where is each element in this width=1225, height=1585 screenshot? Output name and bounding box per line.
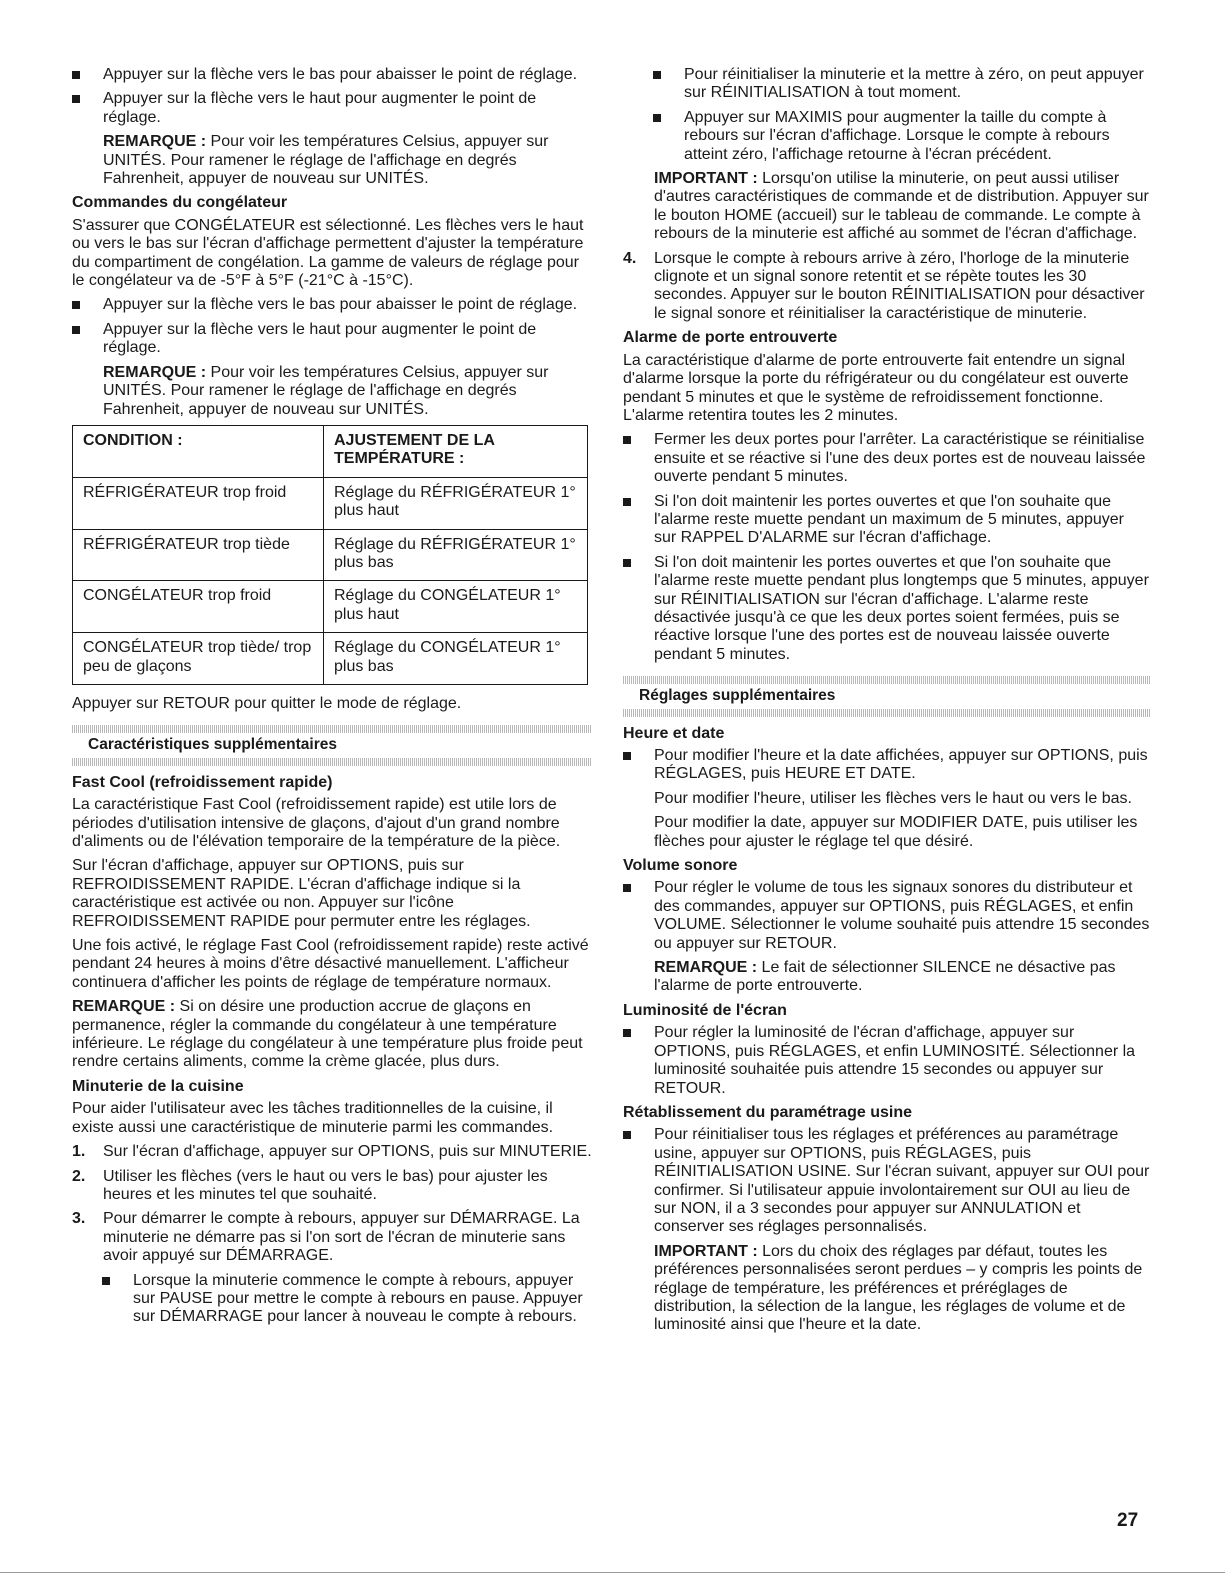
- table-header-row: [73, 425, 588, 477]
- paragraph-date: Pour modifier la date, appuyer sur MODIFIER DATE, puis utiliser les flèches pour ajuster le réglage tel que désiré.: [654, 814, 1138, 850]
- important-label: IMPORTANT :: [654, 170, 758, 188]
- step-number: 4.: [623, 249, 637, 267]
- note-ice-production: [72, 998, 592, 1072]
- table-cell: Réglage du CONGÉLATEUR 1° plus haut: [324, 581, 588, 633]
- note-text: Pour voir les températures Celsius, appuyer sur UNITÉS. Pour ramener le réglage de l'affichage en degrés Fahrenheit, appuyer de nouveau sur UNITÉS.: [103, 133, 549, 188]
- retour-instruction: Appuyer sur RETOUR pour quitter le mode de réglage.: [72, 694, 462, 712]
- section-band: [72, 758, 592, 766]
- heading-fast-cool: Fast Cool (refroidissement rapide): [72, 773, 333, 791]
- paragraph-time: Pour modifier l'heure, utiliser les flèches vers le haut ou vers le bas.: [654, 789, 1132, 807]
- numbered-step: [72, 1143, 592, 1161]
- section-header-settings: [623, 676, 1150, 716]
- important-defaults: [623, 1243, 1150, 1335]
- step-text: Pour démarrer le compte à rebours, appuyer sur DÉMARRAGE. La minuterie ne démarre pas si l'on sort de l'écran de minuterie sans avoir appuyé sur DÉMARRAGE.: [103, 1210, 580, 1265]
- table-cell: Réglage du RÉFRIGÉRATEUR 1° plus haut: [324, 477, 588, 529]
- bullet-close-doors: Fermer les deux portes pour l'arrêter. La caractéristique se réinitialise ensuite et se réactive si l'une des deux portes est de nouveau laissée ouverte pendant 5 minutes.: [623, 431, 1150, 486]
- note-label: REMARQUE :: [103, 133, 207, 151]
- section-band: [623, 676, 1150, 684]
- table-row: [73, 529, 588, 581]
- step-number: 2.: [72, 1167, 86, 1185]
- sub-bullet-maximis: Appuyer sur MAXIMIS pour augmenter la taille du compte à rebours sur l'écran d'affichage. Lorsque le compte à rebours atteint zéro, l'affichage retourne à l'écran précédent.: [623, 109, 1150, 164]
- section-title: Réglages supplémentaires: [639, 687, 836, 705]
- table-cell: CONGÉLATEUR trop froid: [73, 581, 324, 633]
- section-header-features: [72, 725, 592, 765]
- bullet-volume: Pour régler le volume de tous les signaux sonores du distributeur et des commandes, appuyer sur OPTIONS, puis RÉGLAGES, et enfin VOLUME. Sélectionner le volume souhaité puis attendre 15 secondes ou appuyer sur RETOUR.: [623, 879, 1150, 953]
- step-text: Sur l'écran d'affichage, appuyer sur OPTIONS, puis sur MINUTERIE.: [103, 1143, 592, 1161]
- bullet-lower-setpoint: Appuyer sur la flèche vers le bas pour abaisser le point de réglage.: [72, 66, 592, 84]
- bullet-time-date: Pour modifier l'heure et la date affichées, appuyer sur OPTIONS, puis RÉGLAGES, puis HEURE ET DATE.: [623, 747, 1150, 784]
- table-row: [73, 581, 588, 633]
- bullet-freezer-lower: Appuyer sur la flèche vers le bas pour abaisser le point de réglage.: [72, 296, 592, 314]
- heading-factory-reset: Rétablissement du paramétrage usine: [623, 1103, 912, 1121]
- note-label: REMARQUE :: [654, 959, 758, 977]
- footer-rule: [0, 1572, 1225, 1573]
- heading-brightness: Luminosité de l'écran: [623, 1001, 787, 1019]
- numbered-step: [72, 1168, 592, 1205]
- fast-cool-paragraph: Sur l'écran d'affichage, appuyer sur OPTIONS, puis sur REFROIDISSEMENT RAPIDE. L'écran d'affichage indique si la caractéristique est activée ou non. Appuyer sur l'icône REFROIDISSEMENT RAPIDE pour permuter entre les réglages.: [72, 857, 531, 930]
- step-text: Utiliser les flèches (vers le haut ou vers le bas) pour ajuster les heures et les minutes tel que souhaité.: [103, 1167, 548, 1203]
- bullet-alarm-reset: Si l'on doit maintenir les portes ouvertes et que l'on souhaite que l'alarme reste muette pendant plus longtemps que 5 minutes, appuyer sur RÉINITIALISATION sur l'écran d'affichage. L'alarme reste désactivée jusqu'à ce que les deux portes soient fermées, puis se réactive lorsque l'une des portes est de nouveau laissée ouverte pendant 5 minutes.: [623, 554, 1150, 664]
- section-band: [72, 725, 592, 733]
- right-column: [623, 66, 1150, 1341]
- bullet-factory-reset: Pour réinitialiser tous les réglages et préférences au paramétrage usine, appuyer sur OPTIONS, puis RÉGLAGES, puis RÉINITIALISATION USINE. Sur l'écran suivant, appuyer sur OUI pour confirmer. Si l'utilisateur appuie involontairement sur OUI au lieu de sur NON, il a 3 secondes pour appuyer sur ANNULATION et conserver ses réglages personnalisés.: [623, 1126, 1150, 1236]
- table-cell: RÉFRIGÉRATEUR trop tiède: [73, 529, 324, 581]
- bullet-freezer-raise: Appuyer sur la flèche vers le haut pour augmenter le point de réglage.: [72, 321, 592, 358]
- fast-cool-paragraph: Une fois activé, le réglage Fast Cool (refroidissement rapide) reste activé pendant 24 heures à moins d'être désactivé manuellement. L'afficheur continuera d'afficher les points de réglage de température normaux.: [72, 937, 589, 991]
- fast-cool-paragraph: La caractéristique Fast Cool (refroidissement rapide) est utile lors de périodes d'utilisation intensive de glaçons, d'ajout d'un grand nombre d'aliments ou de l'élévation temporaire de la température de la pièce.: [72, 796, 561, 850]
- note-label: REMARQUE :: [72, 998, 176, 1016]
- bullet-alarm-recall: Si l'on doit maintenir les portes ouvertes et que l'on souhaite que l'alarme reste muette pendant un maximum de 5 minutes, appuyer sur RAPPEL D'ALARME sur l'écran d'affichage.: [623, 493, 1150, 548]
- note-text: Pour voir les températures Celsius, appuyer sur UNITÉS. Pour ramener le réglage de l'affichage en degrés Fahrenheit, appuyer de nouveau sur UNITÉS.: [103, 363, 549, 418]
- table-cell: CONGÉLATEUR trop tiède/ trop peu de glaçons: [73, 633, 324, 685]
- important-text: Lorsqu'on utilise la minuterie, on peut aussi utiliser d'autres caractéristiques de commande et de distribution. Appuyer sur le bouton HOME (accueil) sur le tableau de commande. Le compte à rebours de la minuterie est affiché au sommet de l'écran d'affichage.: [654, 170, 1149, 243]
- heading-kitchen-timer: Minuterie de la cuisine: [72, 1077, 244, 1095]
- step-text: Lorsque le compte à rebours arrive à zéro, l'horloge de la minuterie clignote et un signal sonore retentit et se répète toutes les 30 secondes. Appuyer sur le bouton RÉINITIALISATION pour désactiver le signal sonore et réinitialiser la caractéristique de minuterie.: [654, 249, 1145, 322]
- important-text: Lors du choix des réglages par défaut, toutes les préférences personnalisées seront perdues – y compris les points de réglage de température, les préférences et préréglages de distribution, la sélection de la langue, les réglages de volume et de luminosité ainsi que l'heure et la date.: [654, 1242, 1143, 1334]
- sub-bullet-pause: Lorsque la minuterie commence le compte à rebours, appuyer sur PAUSE pour mettre le compte à rebours en pause. Appuyer sur DÉMARRAGE pour lancer à nouveau le compte à rebours.: [72, 1272, 592, 1327]
- note-celsius: [72, 133, 592, 188]
- timer-paragraph: Pour aider l'utilisateur avec les tâches traditionnelles de la cuisine, il existe aussi une caractéristique de minuterie parmi les commandes.: [72, 1100, 554, 1136]
- door-alarm-paragraph: La caractéristique d'alarme de porte entrouverte fait entendre un signal d'alarme lorsque la porte du réfrigérateur ou du congélateur est ouverte pendant 5 minutes et que le système de refroidissement fonctionne. L'alarme retentira toutes les 2 minutes.: [623, 351, 1129, 424]
- heading-door-alarm: Alarme de porte entrouverte: [623, 329, 838, 347]
- note-celsius-freezer: [72, 364, 592, 419]
- left-column: [72, 66, 592, 1333]
- page-number: 27: [1117, 1510, 1139, 1531]
- heading-volume: Volume sonore: [623, 857, 738, 875]
- table-row: [73, 477, 588, 529]
- step-number: 3.: [72, 1210, 86, 1228]
- important-timer: [623, 170, 1150, 244]
- bullet-raise-setpoint: Appuyer sur la flèche vers le haut pour augmenter le point de réglage.: [72, 90, 592, 127]
- adjustment-table: [72, 425, 588, 685]
- table-cell: Réglage du RÉFRIGÉRATEUR 1° plus bas: [324, 529, 588, 581]
- section-title: Caractéristiques supplémentaires: [88, 736, 337, 754]
- step-number: 1.: [72, 1143, 86, 1161]
- important-label: IMPORTANT :: [654, 1242, 758, 1260]
- section-band: [623, 709, 1150, 717]
- note-text: Si on désire une production accrue de glaçons en permanence, régler la commande du congélateur à une température inférieure. Le réglage du congélateur à une température plus froide peut rendre certains aliments, comme la crème glacée, plus durs.: [72, 998, 583, 1071]
- numbered-step: [623, 250, 1150, 324]
- note-label: REMARQUE :: [103, 363, 207, 381]
- heading-freezer-controls: Commandes du congélateur: [72, 194, 288, 212]
- table-cell: Réglage du CONGÉLATEUR 1° plus bas: [324, 633, 588, 685]
- table-cell: RÉFRIGÉRATEUR trop froid: [73, 477, 324, 529]
- freezer-paragraph: S'assurer que CONGÉLATEUR est sélectionné. Les flèches vers le haut ou vers le bas sur l'écran d'affichage permettent d'ajuster la température du compartiment de congélation. La gamme de valeurs de réglage pour le congélateur va de -5°F à 5°F (-21°C à -15°C).: [72, 216, 584, 290]
- note-text: Le fait de sélectionner SILENCE ne désactive pas l'alarme de porte entrouverte.: [654, 959, 1116, 995]
- heading-time-date: Heure et date: [623, 724, 725, 742]
- header-adjustment: AJUSTEMENT DE LA TEMPÉRATURE :: [324, 425, 588, 477]
- note-silence: [623, 959, 1150, 996]
- table-row: [73, 633, 588, 685]
- numbered-step: [72, 1210, 592, 1265]
- bullet-brightness: Pour régler la luminosité de l'écran d'affichage, appuyer sur OPTIONS, puis RÉGLAGES, et enfin LUMINOSITÉ. Sélectionner la luminosité souhaitée puis attendre 15 secondes ou appuyer sur RETOUR.: [623, 1024, 1150, 1098]
- sub-bullet-reset: Pour réinitialiser la minuterie et la mettre à zéro, on peut appuyer sur RÉINITIALISATION à tout moment.: [623, 66, 1150, 103]
- header-condition: CONDITION :: [73, 425, 324, 477]
